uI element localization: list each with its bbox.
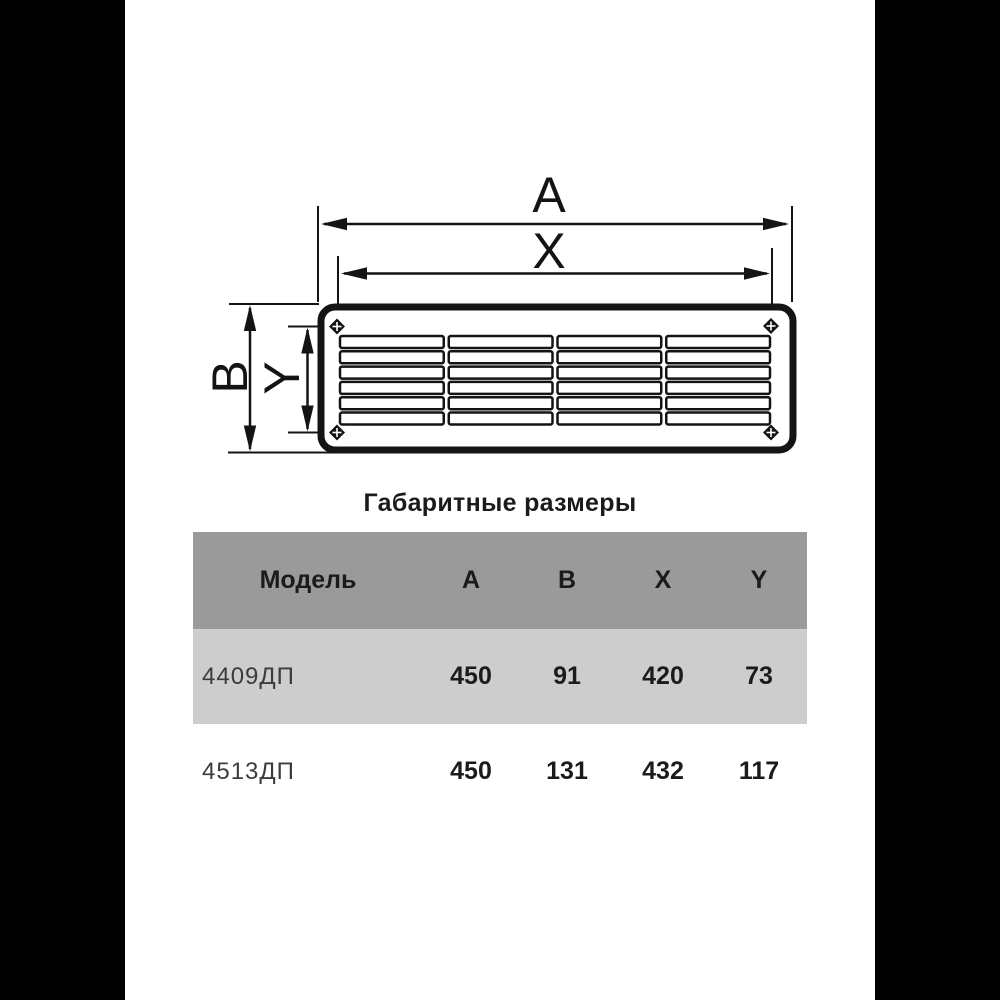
grille-slat <box>666 397 770 409</box>
dim-b-arrow-top <box>244 305 256 331</box>
grille-slat <box>340 397 444 409</box>
grille-slat <box>558 351 662 363</box>
cell-b: 131 <box>546 757 588 785</box>
grille-slat <box>558 367 662 379</box>
dim-a-arrow-left <box>321 218 347 230</box>
grille-slat <box>449 367 553 379</box>
table-row <box>193 629 807 724</box>
grille-slat <box>449 336 553 348</box>
dim-a-arrow-right <box>763 218 789 230</box>
grille-slat <box>558 382 662 394</box>
dim-label-y: Y <box>254 361 310 395</box>
dim-y-arrow-top <box>301 328 313 354</box>
dim-y-arrow-bottom <box>301 406 313 432</box>
dimensions-table <box>193 532 807 819</box>
table-row <box>193 724 807 819</box>
dimension-y <box>254 328 314 432</box>
table-header-row <box>193 532 807 629</box>
grille-slat <box>340 336 444 348</box>
dim-label-b: B <box>202 360 258 394</box>
cell-b: 91 <box>553 662 581 690</box>
grille-slat <box>558 413 662 425</box>
cell-y: 73 <box>745 662 773 690</box>
grille-slat <box>340 413 444 425</box>
table-title: Габаритные размеры <box>363 489 637 517</box>
grille-slat <box>666 336 770 348</box>
cell-a: 450 <box>450 662 492 690</box>
grille-slat <box>558 336 662 348</box>
dim-label-a: A <box>532 167 566 223</box>
dim-x-arrow-left <box>341 267 367 279</box>
grille-slat <box>340 382 444 394</box>
cell-a: 450 <box>450 757 492 785</box>
cell-x: 420 <box>642 662 684 690</box>
dimension-x <box>341 223 770 280</box>
grille-slat <box>449 397 553 409</box>
grille-slat <box>449 382 553 394</box>
dimension-a <box>321 167 789 230</box>
cell-y: 117 <box>738 757 780 785</box>
grille-slat <box>340 367 444 379</box>
header-b: B <box>557 566 577 594</box>
dimension-b <box>202 305 258 452</box>
grille-slat <box>666 413 770 425</box>
header-a: A <box>461 566 481 594</box>
header-x: X <box>654 566 672 594</box>
grille-slat <box>449 351 553 363</box>
dim-b-arrow-bottom <box>244 426 256 452</box>
grille-slat <box>666 351 770 363</box>
dim-x-arrow-right <box>744 267 770 279</box>
grille-slat <box>666 367 770 379</box>
grille-slat <box>558 397 662 409</box>
dim-label-x: X <box>532 223 566 279</box>
header-model: Модель <box>259 566 357 594</box>
header-y: Y <box>750 566 768 594</box>
grille-slat <box>666 382 770 394</box>
cell-model: 4409ДП <box>202 662 295 690</box>
grille-slat <box>449 413 553 425</box>
cell-x: 432 <box>642 757 684 785</box>
cell-model: 4513ДП <box>202 757 295 785</box>
grille-slat <box>340 351 444 363</box>
